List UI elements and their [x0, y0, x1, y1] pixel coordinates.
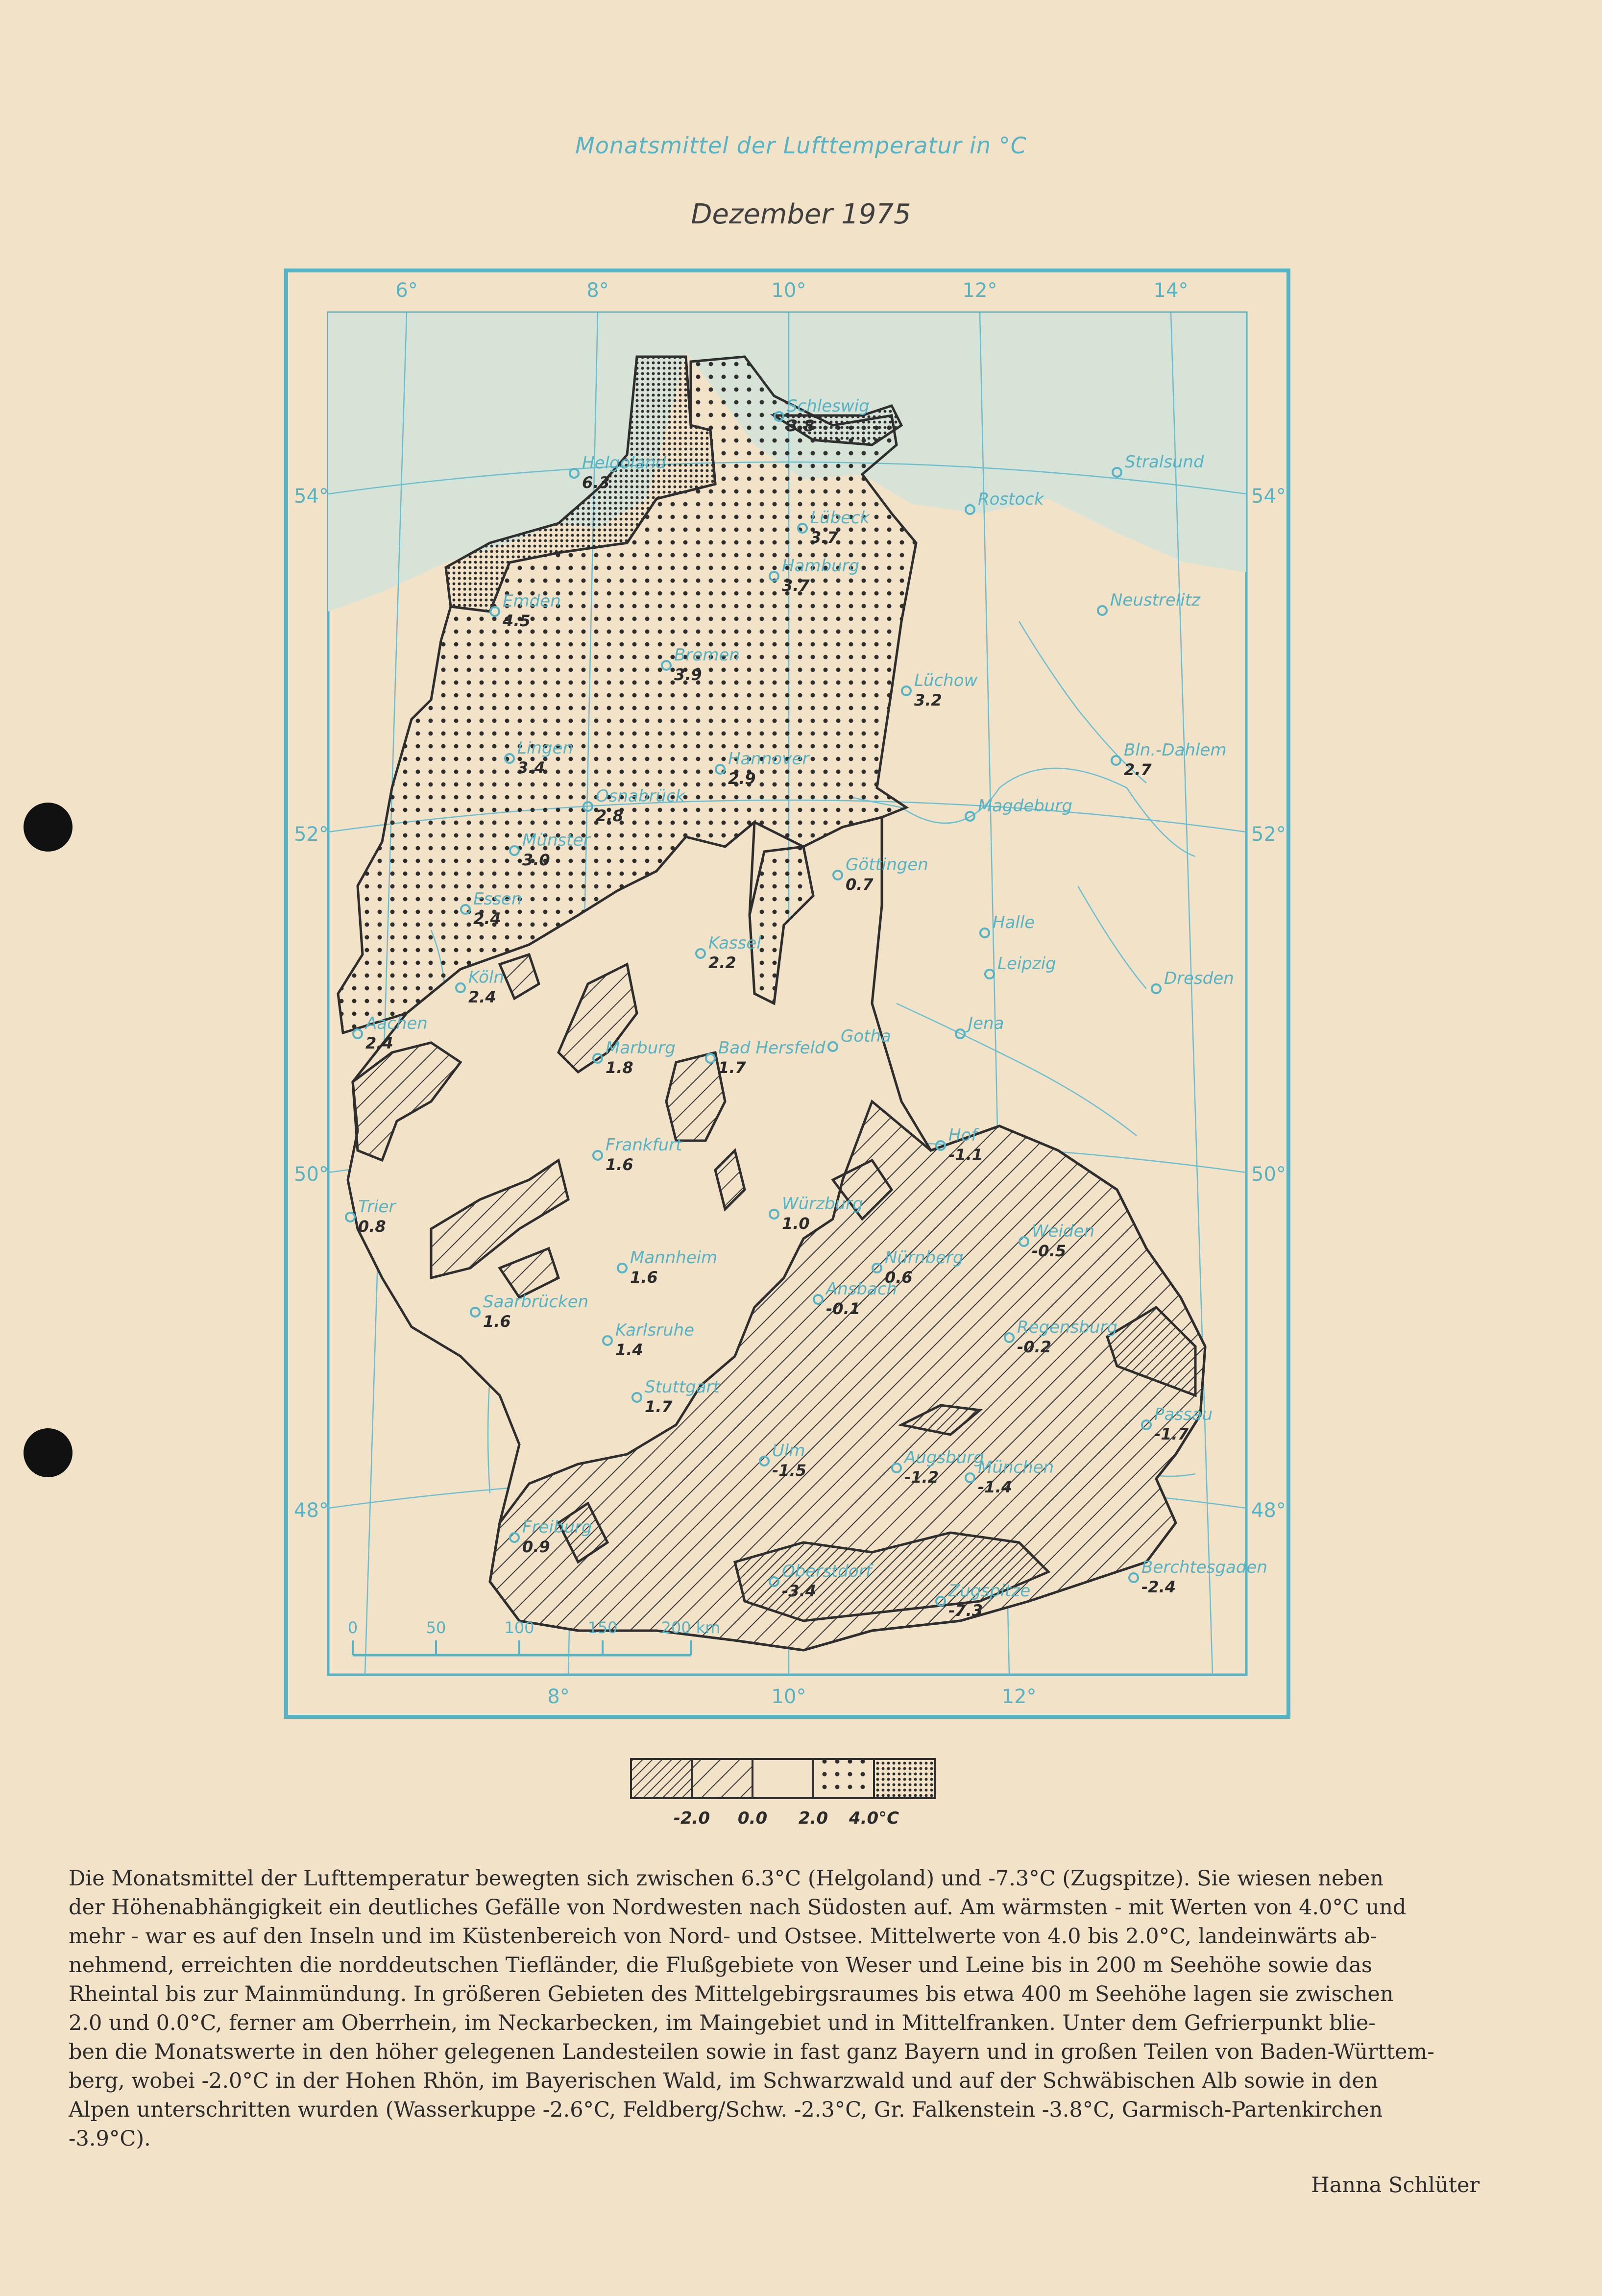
place-name: Ansbach: [826, 1279, 898, 1299]
grid-label-top: 12°: [962, 279, 997, 302]
place-temperature: 0.9: [522, 1538, 550, 1556]
punch-hole-top: [24, 803, 73, 852]
caption-line: der Höhenabhängigkeit ein deutliches Gefälle von Nordwesten nach Südosten auf. Am wärmsten - mit Werten von 4.0°C und: [69, 1895, 1407, 1920]
place-temperature: -1.5: [772, 1461, 806, 1480]
caption-text: [69, 1864, 1480, 2153]
legend-label: 0.0: [737, 1808, 768, 1828]
place-name: Augsburg: [904, 1448, 984, 1467]
place-name: Münster: [522, 830, 590, 850]
place-name: Oberstdorf: [782, 1562, 872, 1581]
place-temperature: 2.4: [473, 909, 501, 928]
place-temperature: 3.9: [674, 665, 702, 684]
grid-label-right: 54°: [1251, 485, 1286, 508]
place-name: Halle: [993, 913, 1035, 932]
place-name: Nürnberg: [885, 1248, 964, 1268]
place-temperature: 1.0: [782, 1214, 810, 1233]
place-name: Karlsruhe: [615, 1320, 695, 1340]
place-name: Hamburg: [782, 556, 860, 576]
place-name: Emden: [503, 591, 561, 611]
place-marker: [980, 928, 989, 937]
place-name: Köln: [468, 968, 504, 987]
place-name: Hof: [948, 1125, 977, 1145]
place-name: München: [978, 1458, 1054, 1477]
place-marker: [1112, 756, 1120, 765]
place-name: Berchtesgaden: [1141, 1558, 1267, 1577]
scale-bar: [353, 1640, 691, 1655]
place-temperature: 3.0: [522, 851, 550, 869]
place-temperature: 3.8: [787, 416, 815, 435]
caption-line: -3.9°C).: [69, 2126, 151, 2151]
place-name: Passau: [1154, 1405, 1213, 1424]
place-temperature: -1.1: [948, 1146, 983, 1164]
place-temperature: 1.7: [718, 1058, 746, 1077]
place-name: Stuttgart: [645, 1377, 720, 1397]
place-name: Helgoland: [582, 453, 666, 473]
scale-bar-tick: 200 km: [661, 1618, 721, 1637]
place-temperature: -7.3: [948, 1601, 983, 1620]
legend-swatches: [631, 1759, 935, 1798]
place-temperature: -0.2: [1017, 1338, 1051, 1356]
author: Hanna Schlüter: [1311, 2173, 1480, 2198]
place-marker: [1152, 984, 1161, 993]
place-name: Trier: [358, 1197, 396, 1217]
caption-line: Alpen unterschritten wurden (Wasserkuppe -2.6°C, Feldberg/Schw. -2.3°C, Gr. Falkenstein -3.8°C, Garmisch-Partenkirchen: [69, 2098, 1383, 2122]
place-name: Jena: [968, 1014, 1004, 1033]
place-temperature: 2.2: [708, 953, 736, 972]
place-temperature: 3.7: [810, 528, 838, 547]
place-temperature: 1.6: [630, 1268, 658, 1287]
place-temperature: -2.4: [1141, 1578, 1176, 1596]
legend: [627, 1755, 941, 1833]
caption-line: Die Monatsmittel der Lufttemperatur bewegten sich zwischen 6.3°C (Helgoland) und -7.3°C (Zugspitze). Sie wiesen neben: [69, 1866, 1384, 1891]
grid-label-top: 10°: [771, 279, 806, 302]
grid-label-right: 48°: [1251, 1499, 1286, 1522]
place-name: Rostock: [978, 489, 1044, 509]
caption-line: 2.0 und 0.0°C, ferner am Oberrhein, im Neckarbecken, im Maingebiet und in Mittelfranken. Unter dem Gefrierpunkt blie-: [69, 2011, 1376, 2035]
place-temperature: 6.3: [582, 473, 610, 492]
grid-label-left: 50°: [294, 1163, 329, 1186]
place-temperature: 2.4: [365, 1034, 393, 1052]
place-temperature: 3.4: [517, 758, 545, 777]
place-marker: [353, 1029, 362, 1038]
grid-label-bottom: 8°: [547, 1685, 570, 1708]
place-temperature: 1.7: [645, 1397, 673, 1416]
caption-line: mehr - war es auf den Inseln und im Küstenbereich von Nord- und Ostsee. Mittelwerte von 4.0 bis 2.0°C, landeinwärts ab-: [69, 1924, 1378, 1949]
legend-label: 4.0°C: [849, 1808, 899, 1828]
place-temperature: 2.8: [596, 806, 624, 825]
place-temperature: -0.1: [826, 1299, 860, 1318]
place-temperature: 1.6: [606, 1155, 633, 1174]
place-temperature: 1.8: [606, 1058, 633, 1077]
place-name: Bln.-Dahlem: [1124, 740, 1227, 760]
caption-line: Rheintal bis zur Mainmündung. In größeren Gebieten des Mittelgebirgsraumes bis etwa 400 m Seehöhe lagen sie zwischen: [69, 1982, 1394, 2006]
grid-label-bottom: 12°: [1001, 1685, 1037, 1708]
place-name: Neustrelitz: [1110, 590, 1200, 610]
place-name: Lübeck: [810, 508, 870, 528]
place-temperature: -1.4: [978, 1478, 1012, 1496]
place-temperature: 1.6: [483, 1312, 511, 1331]
place-marker: [1098, 606, 1107, 615]
place-temperature: 3.2: [914, 691, 942, 709]
place-name: Lingen: [517, 738, 573, 758]
grid-label-top: 8°: [586, 279, 609, 302]
place-temperature: -1.2: [904, 1468, 939, 1487]
place-name: Marburg: [606, 1038, 676, 1058]
place-name: Kassel: [708, 933, 761, 953]
place-name: Würzburg: [782, 1194, 863, 1214]
grid-label-right: 50°: [1251, 1163, 1286, 1186]
grid-label-left: 48°: [294, 1499, 329, 1522]
place-name: Lüchow: [914, 671, 978, 690]
place-temperature: 0.6: [885, 1268, 913, 1287]
place-name: Bad Hersfeld: [718, 1038, 825, 1058]
place-name: Frankfurt: [606, 1135, 682, 1155]
place-temperature: 2.9: [728, 769, 756, 788]
scale-bar-tick: 150: [587, 1618, 618, 1637]
place-name: Gotha: [841, 1026, 891, 1046]
place-name: Osnabrück: [596, 786, 685, 806]
grid-label-top: 14°: [1153, 279, 1189, 302]
scale-bar-tick: 100: [504, 1618, 534, 1637]
place-temperature: -3.4: [782, 1582, 816, 1600]
place-marker: [346, 1213, 355, 1221]
caption-line: berg, wobei -2.0°C in der Hohen Rhön, im Bayerischen Wald, im Schwarzwald und auf der Schwäbischen Alb sowie in den: [69, 2069, 1378, 2093]
scale-bar-tick: 0: [347, 1618, 358, 1637]
place-name: Bremen: [674, 645, 740, 665]
place-temperature: 0.7: [846, 875, 874, 894]
grid-label-left: 52°: [294, 823, 329, 846]
grid-label-right: 52°: [1251, 823, 1286, 846]
legend-label: 2.0: [798, 1808, 828, 1828]
punch-hole-bottom: [24, 1428, 73, 1477]
caption-line: ben die Monatswerte in den höher gelegenen Landesteilen sowie in fast ganz Bayern und in großen Teilen von Baden-Württem-: [69, 2040, 1434, 2064]
place-marker: [985, 970, 994, 978]
place-temperature: -0.5: [1032, 1242, 1066, 1260]
place-name: Mannheim: [630, 1248, 718, 1268]
place-name: Leipzig: [997, 954, 1056, 974]
map-title: Monatsmittel der Lufttemperatur in °C: [575, 132, 1027, 159]
place-name: Magdeburg: [978, 796, 1072, 816]
place-name: Saarbrücken: [483, 1292, 589, 1312]
place-name: Zugspitze: [948, 1581, 1031, 1601]
place-name: Weiden: [1032, 1221, 1095, 1241]
place-name: Stralsund: [1125, 452, 1204, 472]
place-temperature: 2.4: [468, 988, 496, 1006]
legend-label: -2.0: [673, 1808, 710, 1828]
place-temperature: -1.7: [1154, 1425, 1189, 1443]
map-subtitle: Dezember 1975: [691, 198, 911, 230]
place-name: Schleswig: [787, 396, 870, 416]
caption-line: nehmend, erreichten die norddeutschen Tiefländer, die Flußgebiete von Weser und Leine bis in 200 m Seehöhe sowie das: [69, 1953, 1372, 1978]
place-temperature: 1.4: [615, 1341, 643, 1359]
place-marker: [1129, 1573, 1138, 1582]
place-temperature: 0.8: [358, 1217, 386, 1236]
place-name: Ulm: [772, 1441, 805, 1461]
grid-label-bottom: 10°: [771, 1685, 806, 1708]
place-name: Essen: [473, 889, 522, 909]
grid-label-left: 54°: [294, 485, 329, 508]
place-name: Freiburg: [522, 1517, 592, 1537]
grid-label-top: 6°: [395, 279, 418, 302]
place-name: Göttingen: [846, 855, 928, 875]
place-temperature: 2.7: [1124, 760, 1152, 779]
place-name: Regensburg: [1017, 1318, 1117, 1337]
place-name: Hannover: [728, 749, 809, 769]
place-marker: [902, 686, 911, 695]
place-temperature: 3.7: [782, 576, 810, 595]
temperature-map: [284, 269, 1290, 1719]
place-name: Dresden: [1164, 969, 1234, 988]
place-name: Aachen: [365, 1014, 428, 1033]
scale-bar-tick: 50: [426, 1618, 446, 1637]
place-temperature: 4.5: [503, 611, 531, 630]
